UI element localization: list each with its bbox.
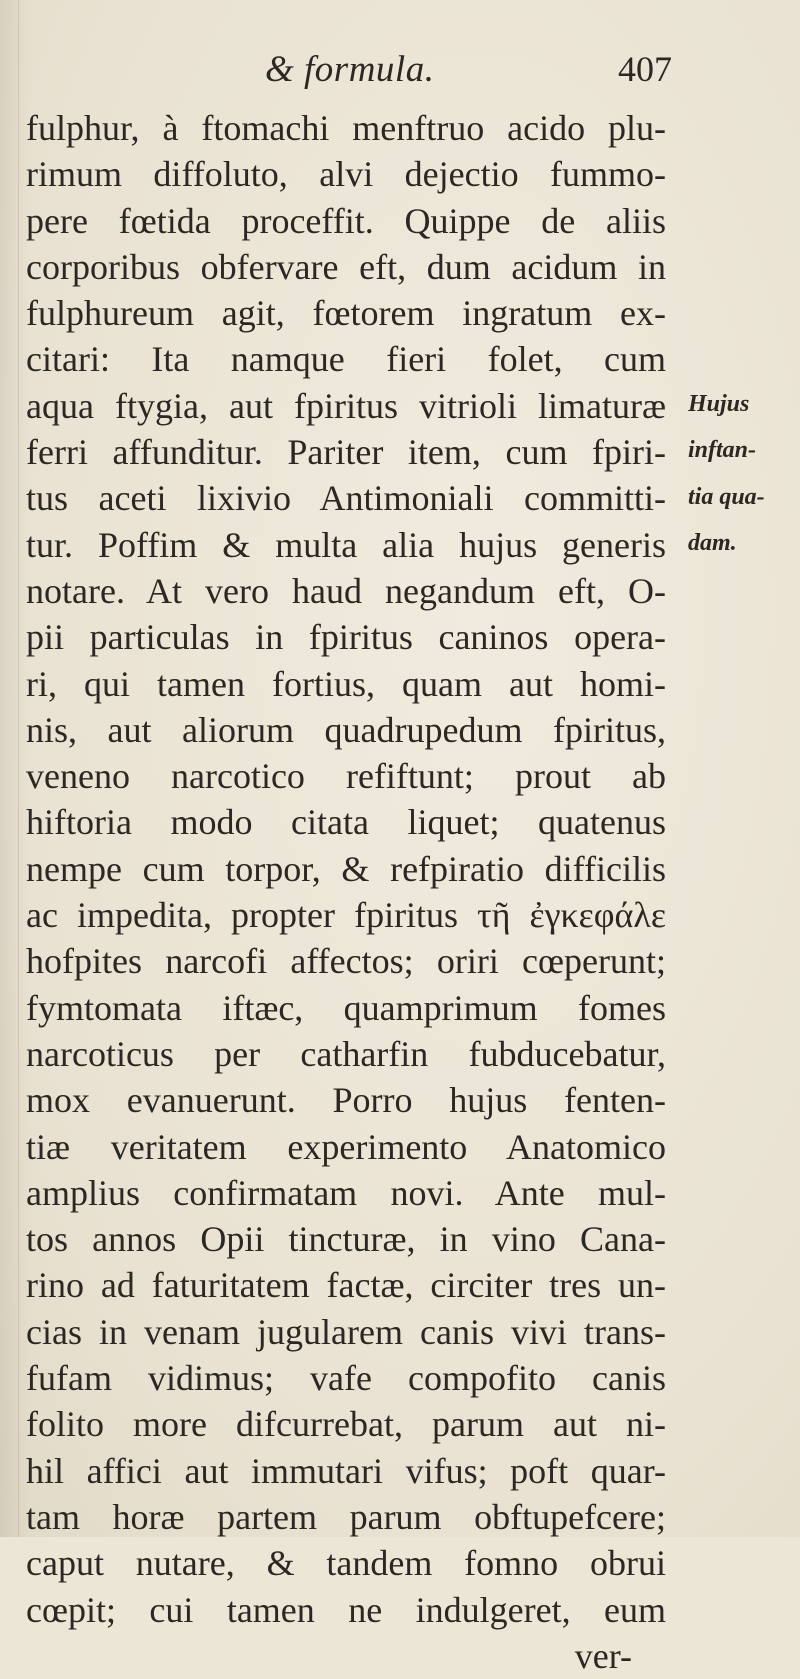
text-line: fulphur, à ftomachi menftruo acido plu-	[26, 108, 666, 148]
text-line: aqua ftygia, aut fpiritus vitrioli limaturæ	[26, 385, 666, 426]
text-line: hil affici aut immutari vifus; poft quar-	[26, 1450, 666, 1491]
text-line: rimum diffoluto, alvi dejectio fummo-	[26, 154, 666, 195]
text-line: tam horæ partem parum obftupefcere;	[26, 1496, 666, 1537]
text-line: narcoticus per catharfin fubducebatur,	[26, 1033, 666, 1074]
margin-note-line: tia qua-	[688, 483, 765, 510]
margin-note	[688, 381, 800, 566]
text-line: ferri affunditur. Pariter item, cum fpiri-	[26, 432, 666, 473]
margin-note-line: dam.	[688, 529, 737, 556]
text-line: caput nutare, & tandem fomno obrui	[26, 1543, 666, 1584]
text-line: rino ad faturitatem factæ, circiter tres un-	[26, 1265, 666, 1306]
text-line: mox evanuerunt. Porro hujus fenten-	[26, 1080, 666, 1121]
text-line: tos annos Opii tincturæ, in vino Cana-	[26, 1219, 666, 1260]
text-line: amplius confirmatam novi. Ante mul-	[26, 1172, 666, 1213]
text-line: pii particulas in fpiritus caninos opera-	[26, 617, 666, 658]
text-line: cias in venam jugularem canis vivi trans-	[26, 1311, 666, 1352]
text-line: nis, aut aliorum quadrupedum fpiritus,	[26, 709, 666, 750]
text-line: citari: Ita namque fieri folet, cum	[26, 339, 666, 380]
text-line: hofpites narcofi affectos; oriri cœperunt;	[26, 941, 666, 982]
text-line: pere fœtida proceffit. Quippe de aliis	[26, 200, 666, 241]
text-line: hiftoria modo citata liquet; quatenus	[26, 802, 666, 843]
running-title: & formula.	[265, 49, 435, 90]
text-line: cœpit; cui tamen ne indulgeret, eum	[26, 1589, 666, 1630]
text-line: folito more difcurrebat, parum aut ni-	[26, 1404, 666, 1445]
running-header	[0, 40, 800, 100]
text-line: nempe cum torpor, & refpiratio difficilis	[26, 848, 666, 889]
page-number: 407	[618, 49, 672, 89]
margin-note-line: inftan-	[688, 437, 757, 464]
text-line: ac impedita, propter fpiritus τῆ ἐγκεφάλε	[26, 895, 666, 936]
text-line: veneno narcotico refiftunt; prout ab	[26, 756, 666, 797]
body-text	[26, 105, 666, 1679]
text-line: fulphureum agit, fœtorem ingratum ex-	[26, 293, 666, 334]
text-line: tus aceti lixivio Antimoniali committi-	[26, 478, 666, 519]
text-line: ri, qui tamen fortius, quam aut homi-	[26, 663, 666, 704]
margin-note-line: Hujus	[688, 391, 750, 417]
text-line: tur. Poffim & multa alia hujus generis	[26, 524, 666, 565]
gutter-edge	[18, 0, 19, 1537]
text-line: fymtomata iftæc, quamprimum fomes	[26, 987, 666, 1028]
catchword: ver-	[574, 1635, 632, 1676]
text-line: fufam vidimus; vafe compofito canis	[26, 1358, 666, 1399]
text-line: notare. At vero haud negandum eft, O-	[26, 570, 666, 611]
text-line: corporibus obfervare eft, dum acidum in	[26, 246, 666, 287]
text-line: tiæ veritatem experimento Anatomico	[26, 1126, 666, 1167]
